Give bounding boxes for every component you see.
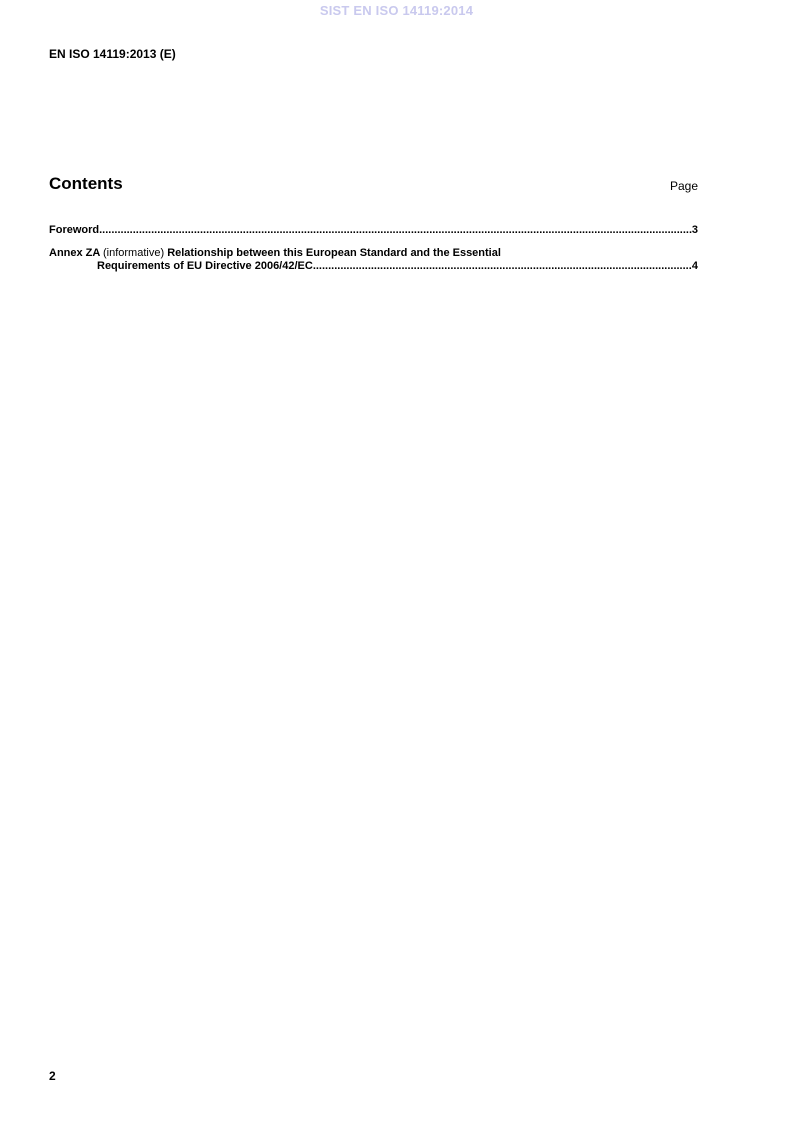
toc-annex-second-line xyxy=(49,260,698,273)
toc-entry-page: 4 xyxy=(691,260,698,272)
toc-annex-label: Annex ZA xyxy=(49,247,103,259)
toc-entry-page: 3 xyxy=(691,224,698,236)
toc-dot-leader xyxy=(99,224,692,237)
page-number: 2 xyxy=(49,1069,56,1083)
toc-entry-annex-za[interactable] xyxy=(49,247,698,273)
table-of-contents xyxy=(49,224,698,273)
toc-annex-first-line xyxy=(49,247,698,260)
toc-entry-title: Foreword xyxy=(49,224,100,236)
watermark: SIST EN ISO 14119:2014 xyxy=(319,3,474,18)
toc-annex-qualifier: (informative) xyxy=(103,247,168,259)
toc-annex-title-line1: Relationship between this European Standard and the Essential xyxy=(167,247,501,259)
toc-dot-leader xyxy=(313,260,692,273)
page-column-label: Page xyxy=(669,179,698,193)
contents-heading: Contents xyxy=(49,174,123,193)
toc-entry-foreword[interactable] xyxy=(49,224,698,237)
document-id-header: EN ISO 14119:2013 (E) xyxy=(49,47,176,61)
toc-annex-title-line2: Requirements of EU Directive 2006/42/EC xyxy=(97,260,313,272)
